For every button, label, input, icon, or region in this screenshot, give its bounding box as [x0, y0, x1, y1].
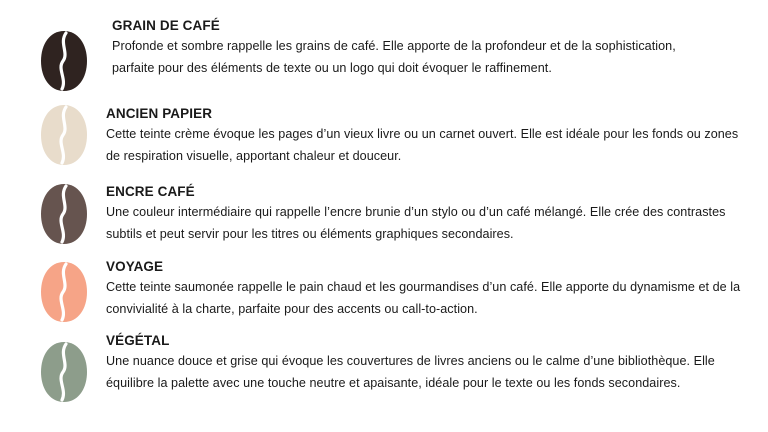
color-name: ANCIEN PAPIER: [106, 106, 213, 121]
color-name: GRAIN DE CAFÉ: [112, 18, 220, 33]
color-description: Cette teinte saumonée rappelle le pain chaud et les gourmandises d’un café. Elle apporte du dynamisme et de la convivialité à la charte, parfaite pour des accents ou call-to-action.: [106, 280, 741, 316]
color-description: Cette teinte crème évoque les pages d’un vieux livre ou un carnet ouvert. Elle est idéale pour les fonds ou zones de respiration visuelle, apportant chaleur et douceur.: [106, 127, 739, 163]
coffee-bean-icon: [39, 29, 89, 93]
coffee-bean-icon: [39, 260, 89, 324]
color-name: VOYAGE: [106, 259, 164, 274]
color-description: Une couleur intermédiaire qui rappelle l’encre brunie d’un stylo ou d’un café mélangé. Elle crée des contrastes subtils et peut servir pour les titres ou éléments graphiques secondaires.: [106, 205, 726, 241]
coffee-bean-icon: [39, 182, 89, 246]
color-name: VÉGÉTAL: [106, 333, 170, 348]
color-name: ENCRE CAFÉ: [106, 184, 195, 199]
coffee-bean-icon: [39, 103, 89, 167]
color-description: Une nuance douce et grise qui évoque les couvertures de livres anciens ou le calme d’une bibliothèque. Elle équilibre la palette avec une touche neutre et apaisante, idéale pour le texte ou les fonds secondaires.: [106, 354, 715, 390]
coffee-bean-icon: [39, 340, 89, 404]
color-description: Profonde et sombre rappelle les grains de café. Elle apporte de la profondeur et de la sophistication, parfaite pour des éléments de texte ou un logo qui doit évoquer le raffinement.: [112, 39, 676, 75]
